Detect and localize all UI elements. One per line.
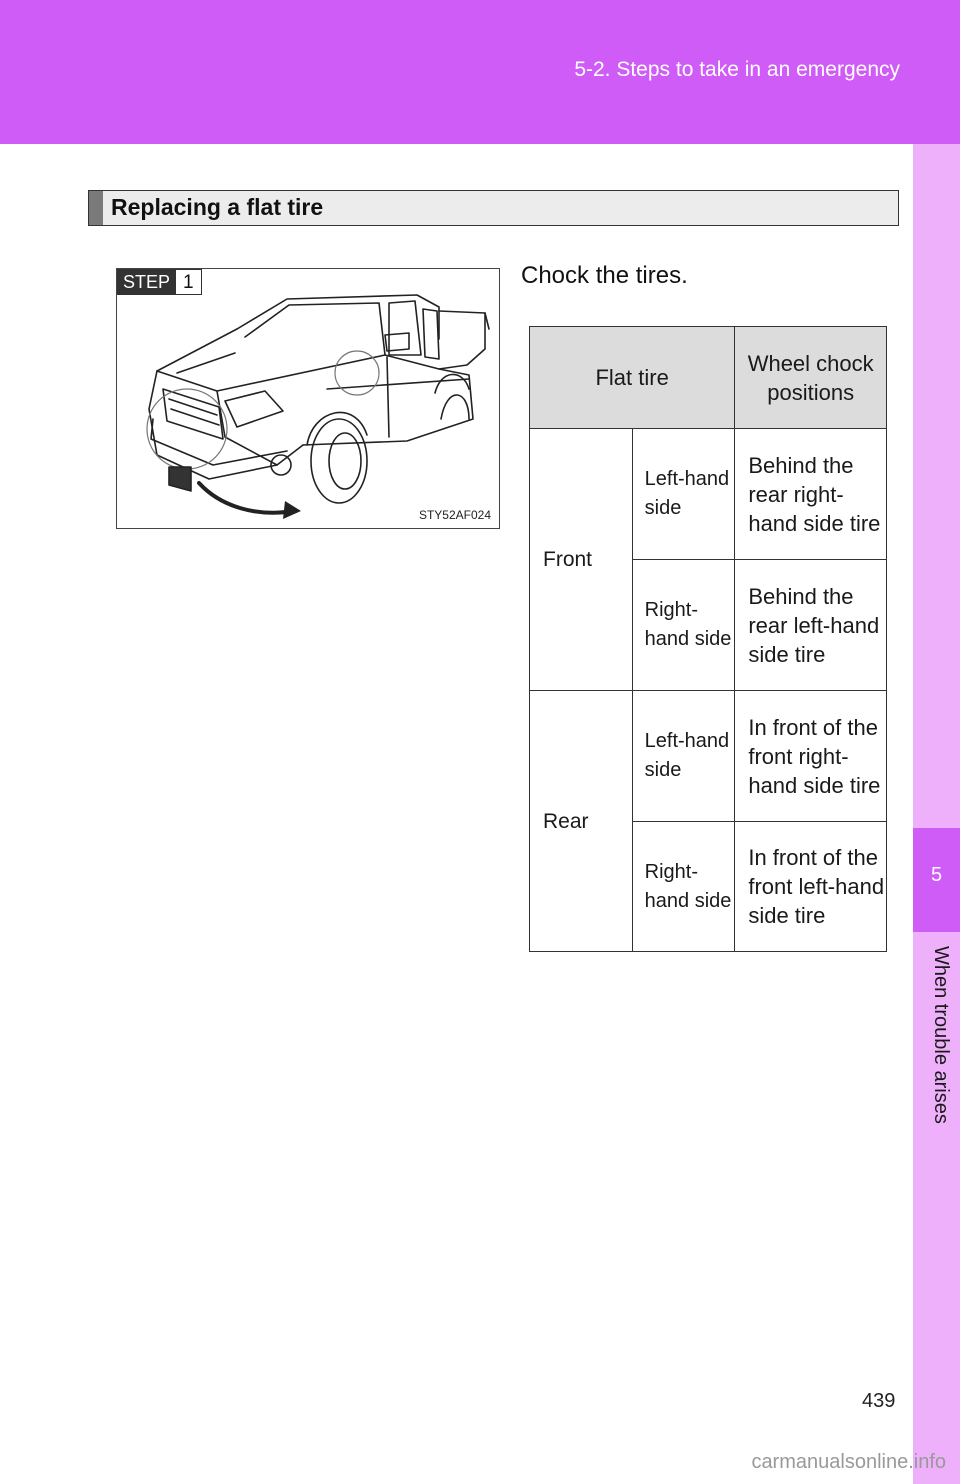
top-band: [0, 0, 960, 144]
header-flat-tire: Flat tire: [530, 327, 735, 429]
step-label: STEP: [117, 269, 176, 295]
step-badge: [117, 269, 202, 295]
header-chock-positions: Wheel chock positions: [735, 327, 887, 429]
chock-cell: Behind the rear left-hand side tire: [735, 560, 887, 691]
chapter-tab: [913, 828, 960, 932]
position-cell: Rear: [530, 691, 633, 952]
chapter-number: 5: [930, 864, 943, 886]
chock-cell: In front of the front right-hand side tire: [735, 691, 887, 822]
side-strip: [913, 144, 960, 1484]
section-header: 5-2. Steps to take in an emergency: [574, 58, 900, 81]
position-cell: Front: [530, 429, 633, 691]
chock-table: [529, 326, 887, 952]
watermark: carmanualsonline.info: [751, 1451, 946, 1473]
title-bar: [88, 190, 899, 226]
side-cell: Right-hand side: [632, 822, 735, 952]
table-row: [530, 429, 887, 560]
step-number: 1: [176, 269, 202, 295]
table-row: [530, 691, 887, 822]
instruction-text: Chock the tires.: [521, 262, 688, 289]
page-title: Replacing a flat tire: [111, 194, 324, 220]
truck-drawing: [117, 269, 498, 527]
chock-cell: Behind the rear right-hand side tire: [735, 429, 887, 560]
figure-code: STY52AF024: [418, 508, 491, 522]
truck-illustration: [116, 268, 500, 529]
page-number: 439: [862, 1390, 896, 1412]
chapter-title: When trouble arises: [930, 946, 952, 1124]
table-header-row: [530, 327, 887, 429]
chock-cell: In front of the front left-hand side tire: [735, 822, 887, 952]
side-cell: Left-hand side: [632, 429, 735, 560]
side-cell: Left-hand side: [632, 691, 735, 822]
side-cell: Right-hand side: [632, 560, 735, 691]
title-accent: [89, 191, 103, 225]
